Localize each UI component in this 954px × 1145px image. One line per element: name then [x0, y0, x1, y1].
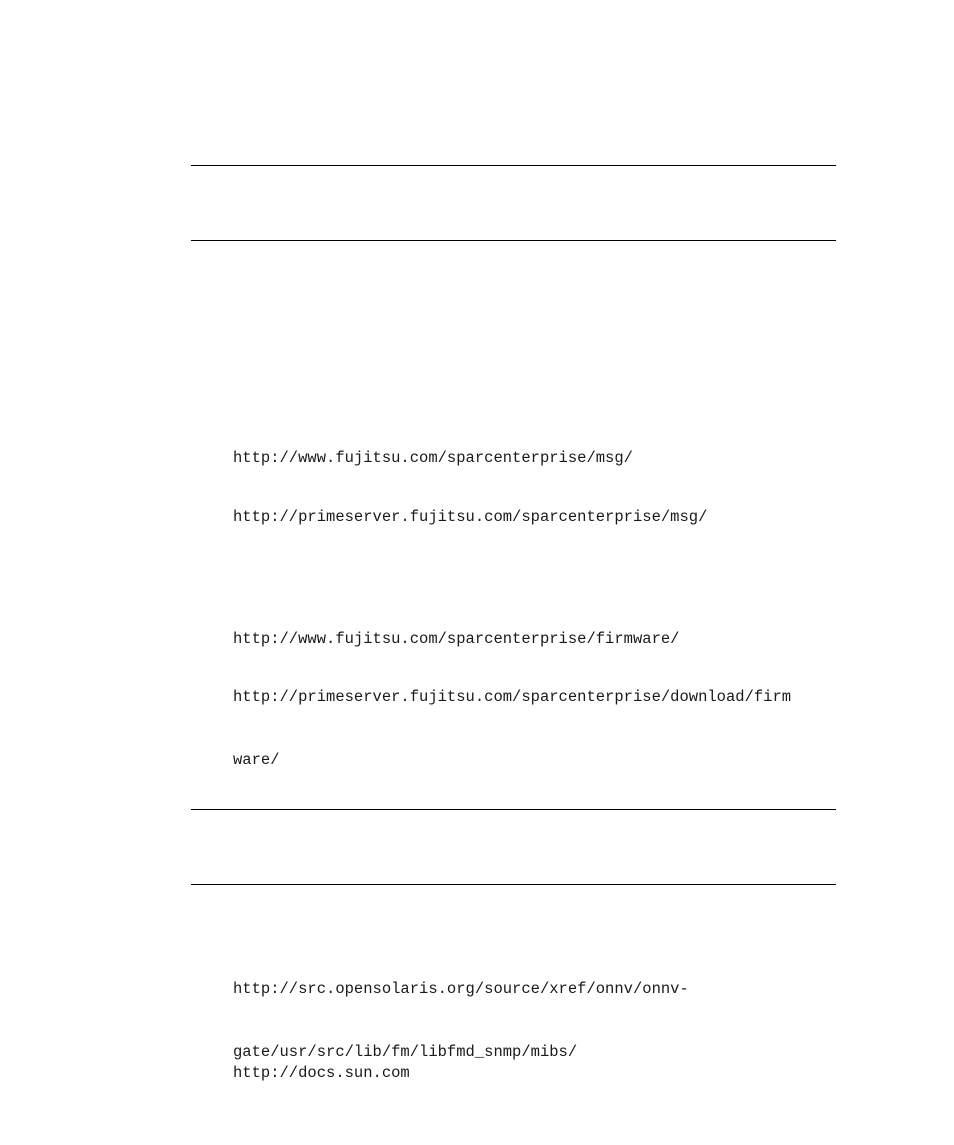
url-line: http://www.fujitsu.com/sparcenterprise/msg/ — [233, 449, 633, 467]
section-2-bottom-rule — [191, 884, 836, 885]
url-line: gate/usr/src/lib/fm/libfmd_snmp/mibs/ — [233, 1043, 578, 1061]
section-1-top-rule — [191, 165, 836, 166]
url-docs-sun[interactable] — [233, 1021, 410, 1126]
url-line: http://www.fujitsu.com/sparcenterprise/firmware/ — [233, 630, 680, 648]
url-line: http://primeserver.fujitsu.com/sparcenterprise/msg/ — [233, 508, 708, 526]
section-2-top-rule — [191, 809, 836, 810]
url-primeserver-msg[interactable] — [233, 465, 707, 570]
url-primeserver-firmware[interactable] — [233, 645, 791, 813]
url-line: ware/ — [233, 751, 280, 769]
url-line: http://src.opensolaris.org/source/xref/onnv/onnv- — [233, 980, 689, 998]
url-line: http://docs.sun.com — [233, 1064, 410, 1082]
section-1-bottom-rule — [191, 240, 836, 241]
url-line: http://primeserver.fujitsu.com/sparcenterprise/download/firm — [233, 688, 792, 706]
